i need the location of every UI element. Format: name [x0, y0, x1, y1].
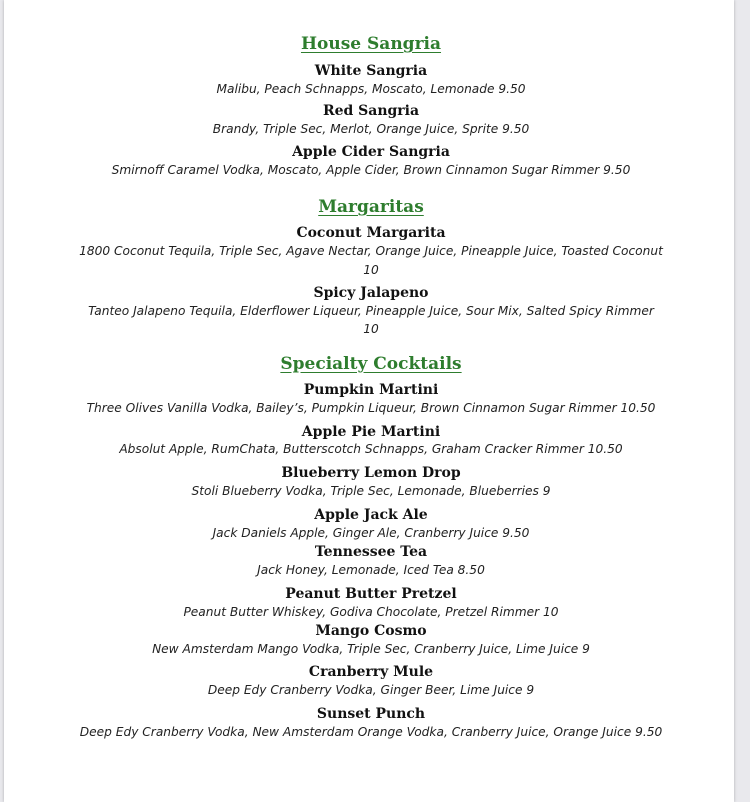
item-name-blueberry-lemon-drop: Blueberry Lemon Drop	[281, 465, 461, 481]
item-name-apple-cider-sangria: Apple Cider Sangria	[292, 144, 450, 160]
item-desc-blueberry-lemon-drop: Stoli Blueberry Vodka, Triple Sec, Lemonade, Blueberries 9	[191, 484, 551, 498]
item-price-coconut-margarita: 10	[363, 263, 379, 277]
item-desc-pumpkin-martini: Three Olives Vanilla Vodka, Bailey’s, Pumpkin Liqueur, Brown Cinnamon Sugar Rimmer 10.50	[86, 401, 656, 415]
item-name-apple-pie-martini: Apple Pie Martini	[301, 424, 441, 440]
item-desc-apple-jack-ale: Jack Daniels Apple, Ginger Ale, Cranberry Juice 9.50	[212, 526, 530, 540]
item-name-apple-jack-ale: Apple Jack Ale	[314, 507, 428, 523]
item-name-sunset-punch: Sunset Punch	[316, 706, 426, 722]
item-name-red-sangria: Red Sangria	[322, 103, 420, 119]
item-desc-tennessee-tea: Jack Honey, Lemonade, Iced Tea 8.50	[257, 563, 485, 577]
item-desc-apple-cider-sangria: Smirnoff Caramel Vodka, Moscato, Apple Cider, Brown Cinnamon Sugar Rimmer 9.50	[111, 163, 631, 177]
item-name-peanut-butter-pretzel: Peanut Butter Pretzel	[285, 586, 457, 602]
item-name-white-sangria: White Sangria	[314, 63, 428, 79]
item-desc-sunset-punch: Deep Edy Cranberry Vodka, New Amsterdam Orange Vodka, Cranberry Juice, Orange Juice 9.50	[79, 725, 663, 739]
item-desc-red-sangria: Brandy, Triple Sec, Merlot, Orange Juice, Sprite 9.50	[212, 122, 530, 136]
item-desc-spicy-jalapeno: Tanteo Jalapeno Tequila, Elderflower Liqueur, Pineapple Juice, Sour Mix, Salted Spicy Rimmer	[88, 304, 654, 318]
item-price-spicy-jalapeno: 10	[363, 322, 379, 336]
item-desc-cranberry-mule: Deep Edy Cranberry Vodka, Ginger Beer, Lime Juice 9	[207, 683, 535, 697]
section-title-specialty-cocktails: Specialty Cocktails	[280, 354, 462, 374]
item-desc-mango-cosmo: New Amsterdam Mango Vodka, Triple Sec, Cranberry Juice, Lime Juice 9	[152, 642, 590, 656]
item-name-coconut-margarita: Coconut Margarita	[296, 225, 446, 241]
item-desc-apple-pie-martini: Absolut Apple, RumChata, Butterscotch Schnapps, Graham Cracker Rimmer 10.50	[119, 442, 623, 456]
item-desc-white-sangria: Malibu, Peach Schnapps, Moscato, Lemonade 9.50	[216, 82, 526, 96]
section-title-margaritas: Margaritas	[318, 197, 424, 217]
item-name-mango-cosmo: Mango Cosmo	[315, 623, 427, 639]
item-name-spicy-jalapeno: Spicy Jalapeno	[313, 285, 429, 301]
item-name-pumpkin-martini: Pumpkin Martini	[303, 382, 439, 398]
item-name-tennessee-tea: Tennessee Tea	[314, 544, 428, 560]
item-desc-peanut-butter-pretzel: Peanut Butter Whiskey, Godiva Chocolate, Pretzel Rimmer 10	[183, 605, 559, 619]
item-name-cranberry-mule: Cranberry Mule	[308, 664, 434, 680]
section-title-house-sangria: House Sangria	[300, 34, 442, 54]
item-desc-coconut-margarita: 1800 Coconut Tequila, Triple Sec, Agave Nectar, Orange Juice, Pineapple Juice, Toasted Coconut	[79, 244, 663, 258]
